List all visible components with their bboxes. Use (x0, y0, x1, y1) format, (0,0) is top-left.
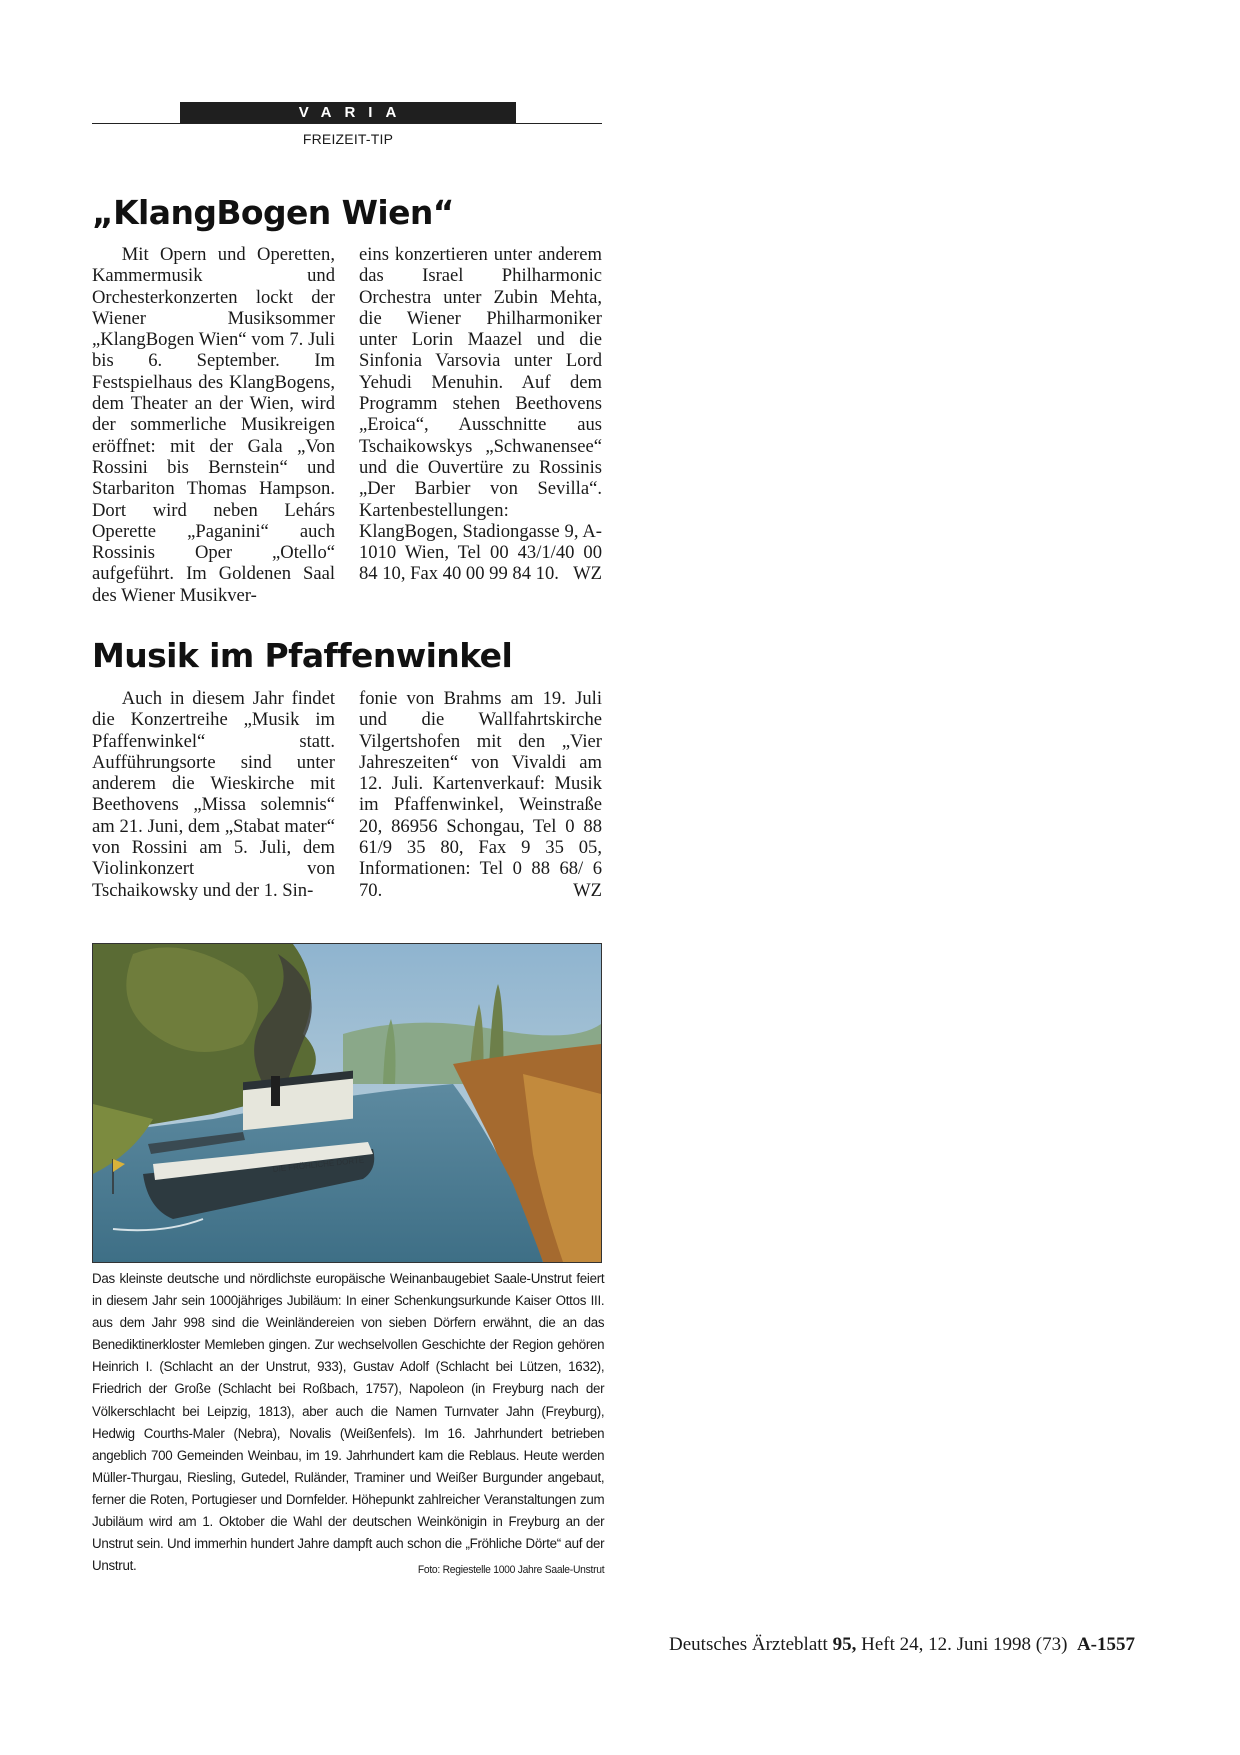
photo-illustration (93, 944, 601, 1262)
article-klangbogen-column-2 (359, 244, 602, 606)
subsection-label: FREIZEIT-TIP (302, 131, 394, 147)
article-klangbogen-body (92, 244, 602, 606)
photo-caption-text: Das kleinste deutsche und nördlichste europäische Weinanbaugebiet Saale-Unstrut feiert in diesem Jahr sein 1000jähriges Jubiläum: In einer Schenkungsurkunde Kaiser Ottos III. aus dem Jahr 998 sind die Weinländereien von sieben Dörfern erwähnt, die an das Benediktinerkloster Memleben gingen. Zur wechselvollen Geschichte der Region gehören Heinrich I. (Schlacht an der Unstrut, 933), Gustav Adolf (Schlacht bei Lützen, 1632), Friedrich der Große (Schlacht bei Roßbach, 1757), Napoleon (in Freyburg nach der Völkerschlacht bei Leipzig, 1813), aber auch die Namen Turnvater Jahn (Freyburg), Hedwig Courths-Maler (Nebra), Novalis (Weißenfels). Im 16. Jahrhundert betrieben angeblich 700 Gemeinden Weinbau, im 19. Jahrhundert kam die Reblaus. Heute werden Müller-Thurgau, Riesling, Gutedel, Ruländer, Traminer und Weißer Burgunder angebaut, ferner die Roten, Portugieser und Dornfelder. Höhepunkt zahlreicher Veranstaltungen zum Jubiläum wird am 1. Oktober die Wahl der deutschen Weinkönigin in Freyburg an der Unstrut sein. Und immerhin hundert Jahre dampft auch schon die „Fröhliche Dörte“ auf der Unstrut. (92, 1271, 605, 1575)
author-signature: WZ (573, 879, 602, 901)
header-rule (92, 123, 602, 124)
article-pfaffenwinkel-column-2 (359, 688, 602, 901)
article-pfaffenwinkel-text-2-content: fonie von Brahms am 19. Juli und die Wallfahrtskirche Vilgertshofen mit den „Vier Jahreszeiten“ von Vivaldi am 12. Juli. Kartenverkauf: Musik im Pfaffenwinkel, Weinstraße 20, 86956 Schongau, Tel 0 88 61/9 35 80, Fax 9 35 05, Informationen: Tel 0 88 68/ 6 70. (359, 688, 602, 901)
article-pfaffenwinkel-text-1: Auch in diesem Jahr findet die Konzertreihe „Musik im Pfaffenwinkel“ statt. Aufführungsorte sind unter anderem die Wieskirche mit Beethovens „Missa solemnis“ am 21. Juni, dem „Stabat mater“ von Rossini am 5. Juli, dem Violinkonzert von Tschaikowsky und der 1. Sin- (92, 688, 335, 901)
page-footer (669, 1634, 1135, 1656)
article-pfaffenwinkel-column-1 (92, 688, 335, 901)
article-pfaffenwinkel-text-2 (359, 688, 602, 901)
section-label-varia: VARIA (180, 102, 516, 123)
journal-volume: 95, (832, 1634, 857, 1655)
article-klangbogen-text-1: Mit Opern und Operetten, Kammermusik und Orchesterkonzerten lockt der Wiener Musiksommer „KlangBogen Wien“ vom 7. Juli bis 6. September. Im Festspielhaus des KlangBogens, dem Theater an der Wien, wird der sommerliche Musikreigen eröffnet: mit der Gala „Von Rossini bis Bernstein“ und Starbariton Thomas Hampson. Dort wird neben Lehárs Operette „Paganini“ auch Rossinis Oper „Otello“ aufgeführt. Im Goldenen Saal des Wiener Musikver- (92, 244, 335, 606)
steamboat-river-photo (92, 943, 602, 1263)
article-klangbogen-text-2-content: eins konzertieren unter anderem das Israel Philharmonic Orchestra unter Zubin Mehta, die Wiener Philharmoniker unter Lorin Maazel und die Sinfonia Varsovia unter Lord Yehudi Menuhin. Auf dem Programm stehen Beethovens „Eroica“, Ausschnitte aus Tschaikowskys „Schwanensee“ und die Ouvertüre zu Rossinis „Der Barbier von Sevilla“. Kartenbestellungen: KlangBogen, Stadiongasse 9, A-1010 Wien, Tel 00 43/1/40 00 84 10, Fax 40 00 99 84 10. (359, 244, 602, 585)
article-klangbogen-text-2 (359, 244, 602, 585)
author-signature: WZ (573, 563, 602, 585)
boat-name-lettering: DIE FRÖHLICHE DÖRTE (272, 1155, 365, 1174)
article-pfaffenwinkel-title: Musik im Pfaffenwinkel (92, 636, 513, 675)
journal-name: Deutsches Ärzteblatt (669, 1634, 828, 1655)
photo-credit: Foto: Regiestelle 1000 Jahre Saale-Unstrut (417, 1564, 605, 1577)
article-klangbogen-title: „KlangBogen Wien“ (92, 193, 454, 232)
article-pfaffenwinkel-body (92, 688, 602, 901)
article-klangbogen-column-1 (92, 244, 335, 606)
journal-issue: Heft 24, 12. Juni 1998 (73) (861, 1634, 1068, 1655)
page-number: A-1557 (1076, 1634, 1135, 1655)
photo-caption (92, 1268, 604, 1581)
